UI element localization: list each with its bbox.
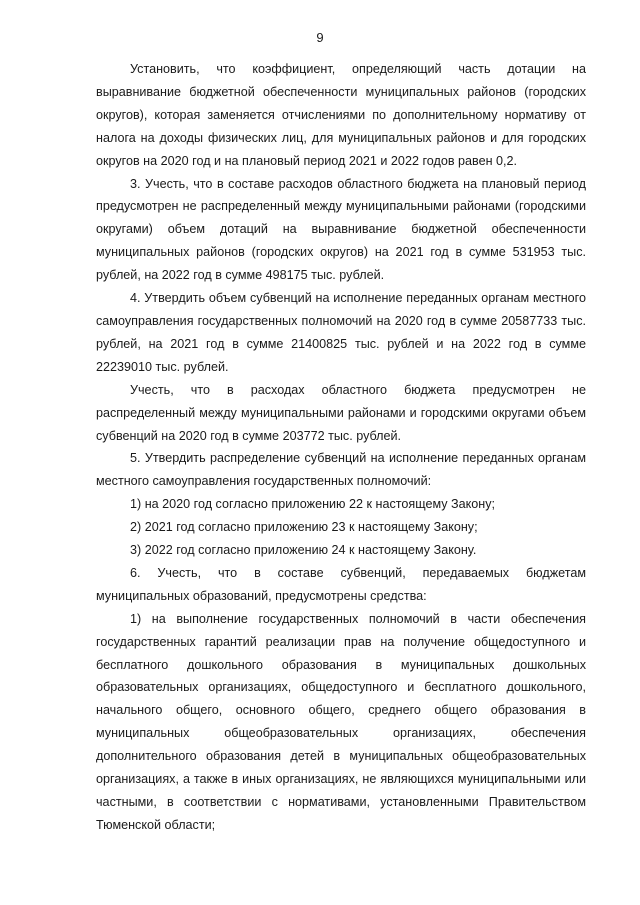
paragraph-4: 4. Утвердить объем субвенций на исполнение переданных органам местного самоуправления государственных полномочий на 2020 год в сумме 20587733 тыс. рублей, на 2021 год в сумме 21400825 тыс. рублей и на 2022 год в сумме 22239010 тыс. рублей. [96,291,586,374]
page-number: 9 [316,30,324,45]
paragraph-5: 5. Утвердить распределение субвенций на исполнение переданных органам местного самоуправления государственных полномочий: [96,451,586,489]
list-item-2022: 3) 2022 год согласно приложению 24 к настоящему Закону. [130,543,477,558]
paragraph-3: 3. Учесть, что в составе расходов областного бюджета на плановый период предусмотрен не распределенный между муниципальными районами (городскими округами) объем дотаций на выравнивание бюджетной обеспеченности муниципальных районов (городских округов) на 2021 год в сумме 531953 тыс. рублей, на 2022 год в сумме 498175 тыс. рублей. [96,176,586,283]
paragraph-coefficient: Установить, что коэффициент, определяющий часть дотации на выравнивание бюджетной обеспеченности муниципальных районов (городских округов), которая заменяется отчислениями по дополнительному нормативу от налога на доходы физических лиц, для муниципальных районов и для городских округов на 2020 год и на плановый период 2021 и 2022 годов равен 0,2. [96,62,586,168]
document-body [96,58,586,837]
paragraph-subventions-reserve: Учесть, что в расходах областного бюджета предусмотрен не распределенный между муниципальными районами и городскими округами объем субвенций на 2020 год в сумме 203772 тыс. рублей. [96,382,586,443]
paragraph-6-item-1: 1) на выполнение государственных полномочий в части обеспечения государственных гарантий реализации прав на получение общедоступного и бесплатного дошкольного образования в муниципальных дошкольных образовательных организациях, общедоступного и бесплатного дошкольного, начального общего, основного общего, среднего общего образования в муниципальных общеобразовательных организациях, обеспечения дополнительного образования детей в муниципальных общеобразовательных организациях, а также в иных организациях, не являющихся муниципальными или частными, в соответствии с нормативами, установленными Правительством Тюменской области; [96,611,586,832]
list-item-2020: 1) на 2020 год согласно приложению 22 к настоящему Закону; [130,497,496,512]
list-item-2021: 2) 2021 год согласно приложению 23 к настоящему Закону; [130,520,478,535]
paragraph-6: 6. Учесть, что в составе субвенций, передаваемых бюджетам муниципальных образований, предусмотрены средства: [96,565,586,603]
